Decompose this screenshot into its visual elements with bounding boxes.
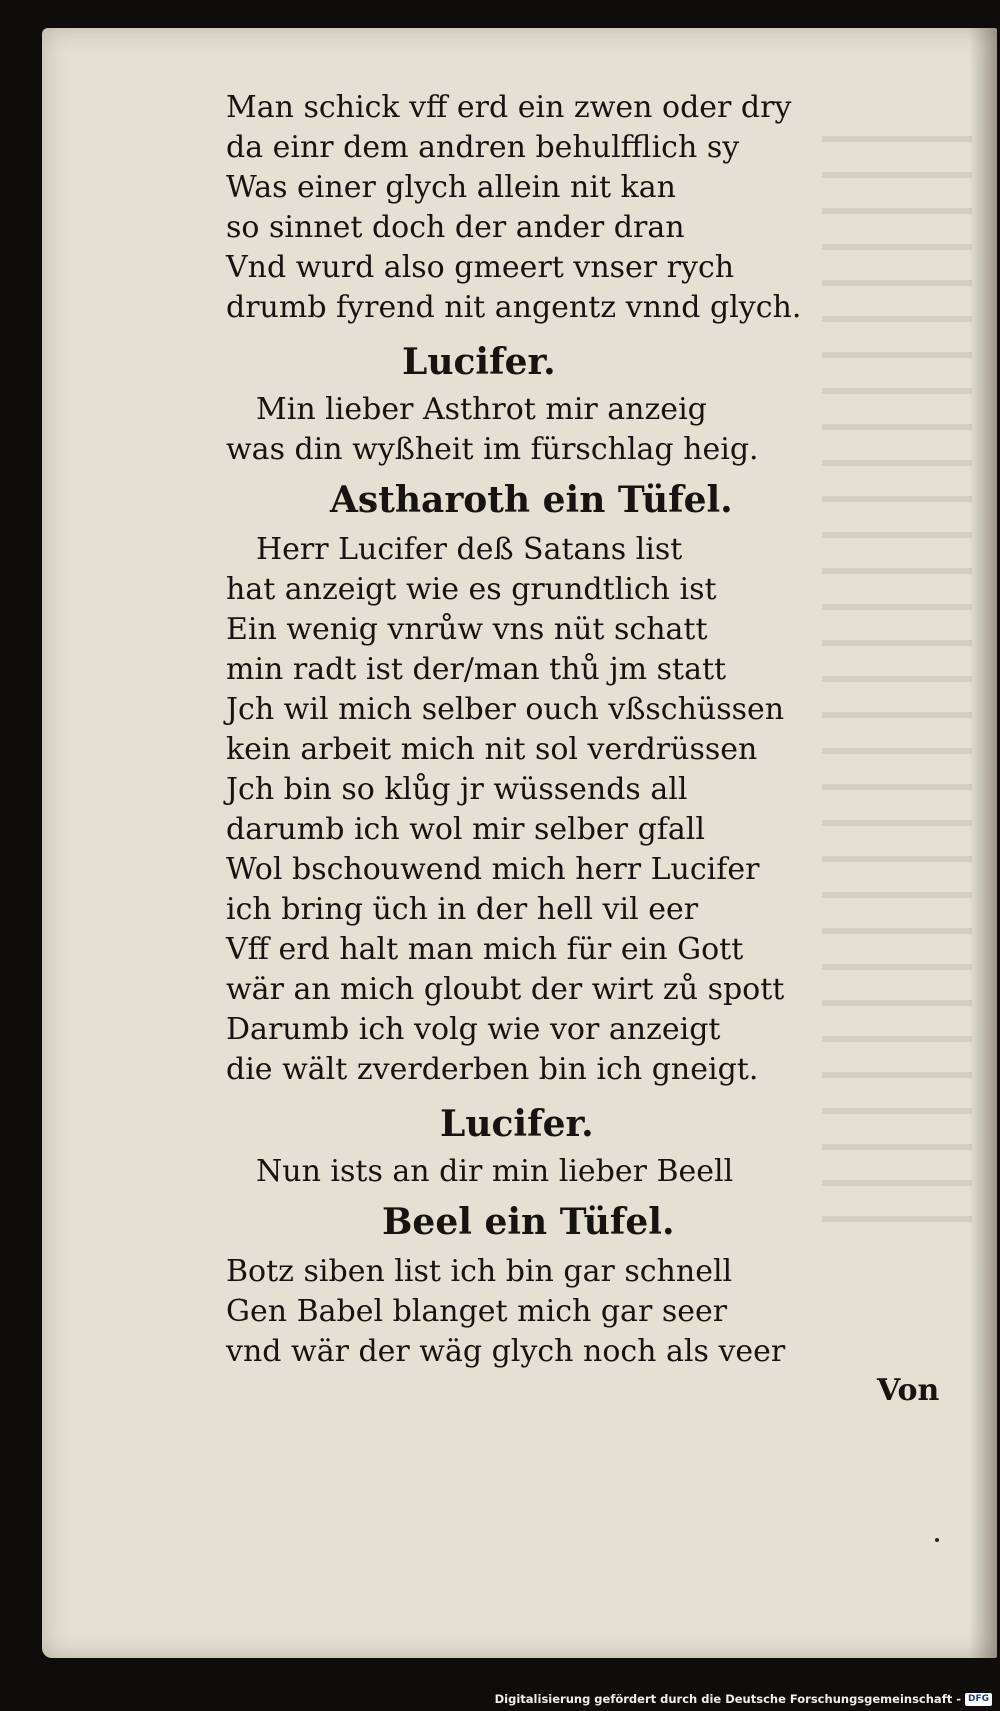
verse-line: Was einer glych allein nit kan [226,170,676,205]
verse-line: so sinnet doch der ander dran [226,210,685,245]
dfg-logo: DFG [965,1693,992,1706]
ink-speck [935,1538,939,1542]
verse-line: die wält zverderben bin ich gneigt. [226,1052,759,1087]
verse-line: Darumb ich volg wie vor anzeigt [226,1012,721,1047]
verse-line: Min lieber Asthrot mir anzeig [256,392,707,427]
speaker-heading: Lucifer. [402,341,556,383]
verse-line: Vff erd halt man mich für ein Gott [226,932,744,967]
verse-line: wär an mich gloubt der wirt zů spott [226,972,785,1007]
digitization-credit [495,1692,992,1706]
verse-line: kein arbeit mich nit sol verdrüssen [226,732,758,767]
verse-line: Jch wil mich selber ouch vßschüssen [226,692,785,727]
verse-line: was din wyßheit im fürschlag heig. [226,432,759,467]
verse-line: min radt ist der/man thů jm statt [226,652,727,687]
verse-line: vnd wär der wäg glych noch als veer [226,1334,786,1369]
verse-line: Man schick vff erd ein zwen oder dry [226,90,792,125]
verse-line: ich bring üch in der hell vil eer [226,892,699,927]
verse-line: darumb ich wol mir selber gfall [226,812,705,847]
book-page [42,28,997,1658]
catchword: Von [877,1373,940,1408]
verse-line: hat anzeigt wie es grundtlich ist [226,572,717,607]
verse-line: Gen Babel blanget mich gar seer [226,1294,728,1329]
verse-line: Nun ists an dir min lieber Beell [256,1154,734,1189]
verse-line: drumb fyrend nit angentz vnnd glych. [226,290,802,325]
verse-line: Botz siben list ich bin gar schnell [226,1254,733,1289]
verse-text [42,28,997,1658]
verse-line: Vnd wurd also gmeert vnser rych [226,250,735,285]
verse-line: da einr dem andren behulfflich sy [226,130,740,165]
speaker-heading: Lucifer. [440,1103,594,1145]
verse-line: Herr Lucifer deß Satans list [256,532,683,567]
credit-text: Digitalisierung gefördert durch die Deutsche Forschungsgemeinschaft - [494,1692,961,1706]
verse-line: Jch bin so klůg jr wüssends all [226,772,688,807]
verse-line: Ein wenig vnrůw vns nüt schatt [226,612,708,647]
verse-line: Wol bschouwend mich herr Lucifer [226,852,760,887]
speaker-heading: Astharoth ein Tüfel. [330,479,733,521]
speaker-heading: Beel ein Tüfel. [382,1201,675,1243]
